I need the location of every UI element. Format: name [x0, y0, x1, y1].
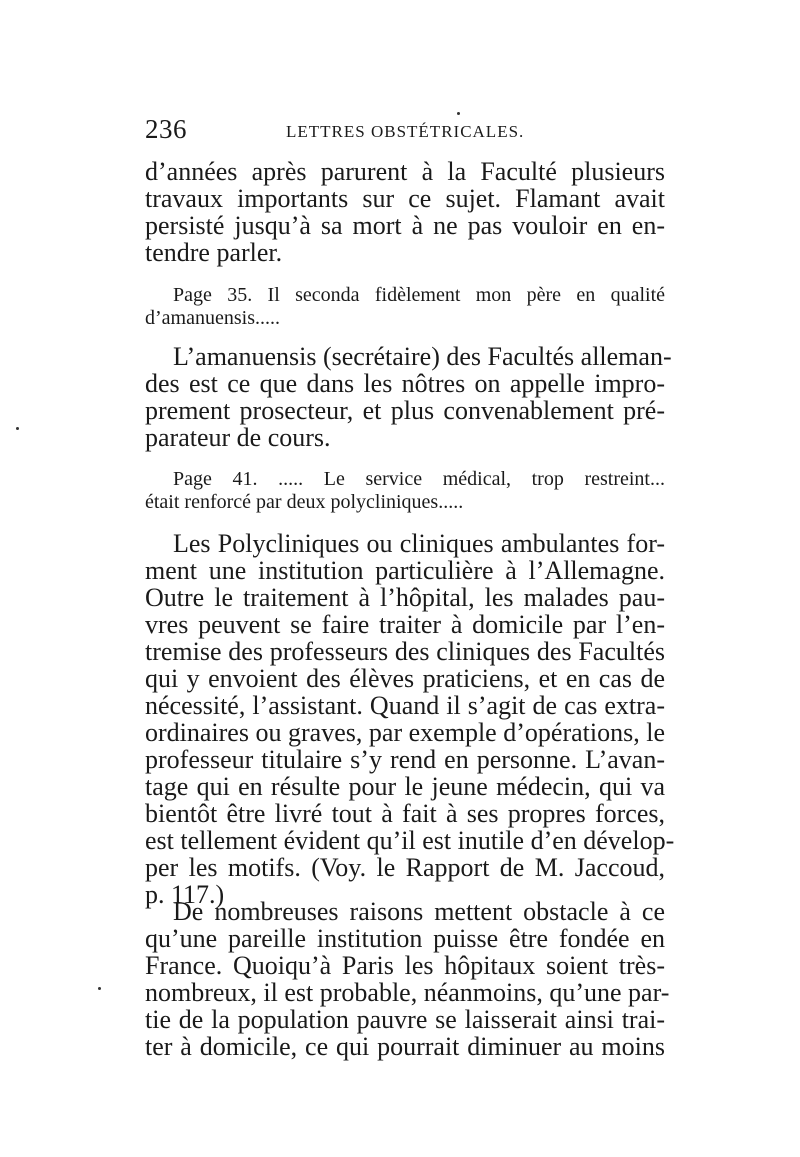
- text-line: qu’une pareille institution puisse être fondée en: [145, 924, 665, 953]
- text-line: Outre le traitement à l’hôpital, les malades pau-: [145, 583, 665, 612]
- quote-line: d’amanuensis.....: [145, 307, 280, 329]
- text-line: ter à domicile, ce qui pourrait diminuer au moins: [145, 1032, 665, 1061]
- page-number: 236: [145, 114, 187, 144]
- text-line: travaux importants sur ce sujet. Flamant avait: [145, 184, 665, 213]
- quotation-page-41: [145, 468, 665, 514]
- text-line: tage qui en résulte pour le jeune médecin, qui va: [145, 772, 665, 801]
- text-line: ment une institution particulière à l’Allemagne.: [145, 556, 665, 585]
- quotation-page-35: [145, 284, 665, 330]
- quote-line: Page 41. ..... Le service médical, trop restreint...: [173, 468, 665, 490]
- text-line: France. Quoiqu’à Paris les hôpitaux soient très-: [145, 951, 665, 980]
- scan-speck: [98, 987, 101, 990]
- text-line: est tellement évident qu’il est inutile d’en dévelop-: [145, 826, 675, 855]
- paragraph-continuation: [145, 158, 665, 266]
- text-line: De nombreuses raisons mettent obstacle à ce: [173, 897, 665, 926]
- quote-line: Page 35. Il seconda fidèlement mon père en qualité: [173, 284, 665, 306]
- text-line: d’années après parurent à la Faculté plusieurs: [145, 157, 665, 186]
- text-line: qui y envoient des élèves praticiens, et en cas de: [145, 664, 665, 693]
- text-line: professeur titulaire s’y rend en personne. L’avan-: [145, 745, 665, 774]
- text-line: des est ce que dans les nôtres on appelle impro-: [145, 369, 665, 398]
- text-line: persisté jusqu’à sa mort à ne pas vouloir en en-: [145, 211, 665, 240]
- paragraph-france: [145, 897, 670, 1061]
- scan-speck: [457, 112, 460, 115]
- text-line: tremise des professeurs des cliniques des Facultés: [145, 637, 665, 666]
- text-line: bientôt être livré tout à fait à ses propres forces,: [145, 799, 665, 828]
- quote-line: était renforcé par deux polycliniques.....: [145, 491, 464, 513]
- text-line: p. 117.): [145, 880, 225, 909]
- text-line: tie de la population pauvre se laisserait ainsi trai-: [145, 1005, 665, 1034]
- text-line: L’amanuensis (secrétaire) des Facultés alleman-: [173, 342, 672, 371]
- text-line: vres peuvent se faire traiter à domicile par l’en-: [145, 610, 665, 639]
- text-line: nombreux, il est probable, néanmoins, qu’une par-: [145, 978, 670, 1007]
- scan-speck: [16, 427, 19, 430]
- text-line: tendre parler.: [145, 238, 283, 267]
- text-line: Les Polycliniques ou cliniques ambulantes for-: [173, 529, 665, 558]
- running-title: LETTRES OBSTÉTRICALES.: [286, 122, 525, 141]
- text-line: parateur de cours.: [145, 423, 331, 452]
- text-line: nécessité, l’assistant. Quand il s’agit de cas extra-: [145, 691, 665, 720]
- paragraph-amanuensis: [145, 342, 672, 452]
- text-line: ordinaires ou graves, par exemple d’opérations, le: [145, 718, 665, 747]
- paragraph-polycliniques: [145, 529, 675, 909]
- page-header: [145, 114, 665, 148]
- text-line: prement prosecteur, et plus convenablement pré-: [145, 396, 665, 425]
- text-line: per les motifs. (Voy. le Rapport de M. Jaccoud,: [145, 853, 665, 882]
